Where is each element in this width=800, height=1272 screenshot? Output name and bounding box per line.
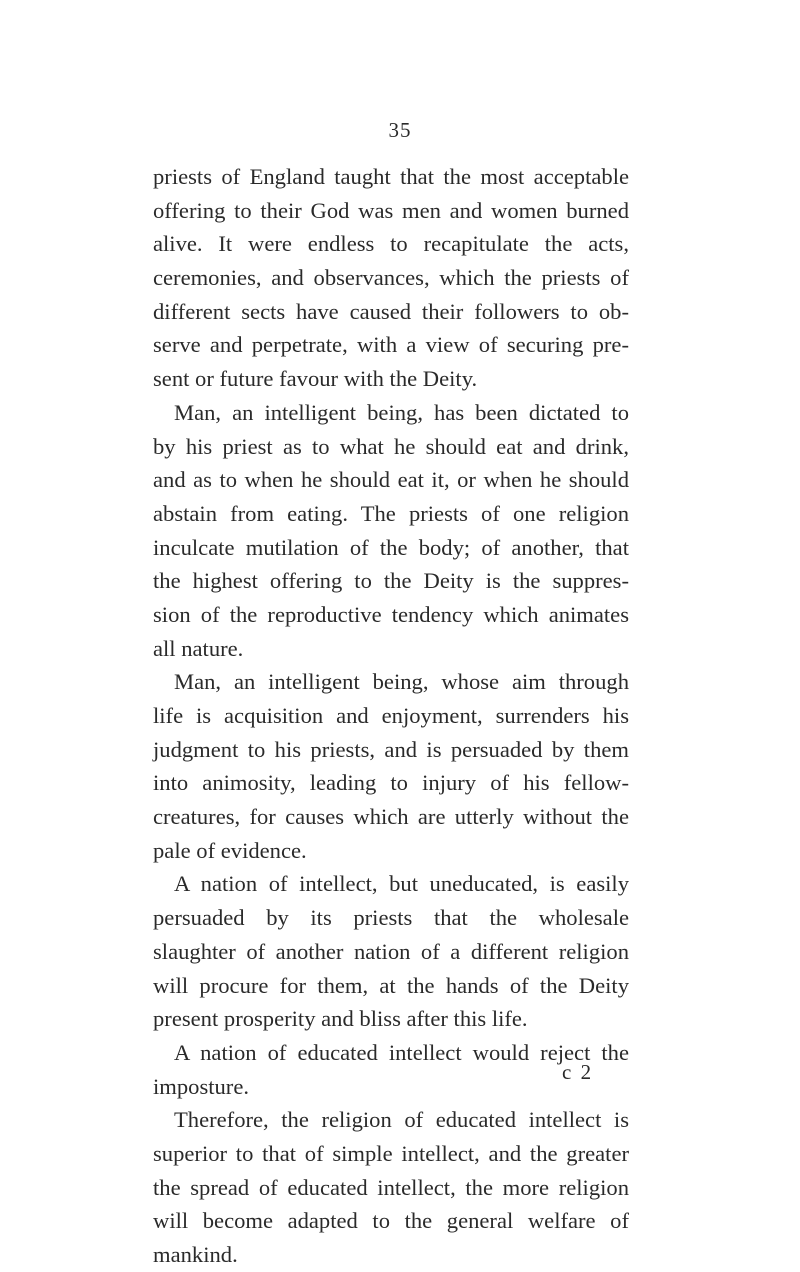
paragraph (153, 1103, 629, 1271)
paragraph (153, 867, 629, 1035)
body-text (153, 160, 629, 1272)
text-line: will become adapted to the general welfare of (153, 1208, 629, 1234)
text-line: by his priest as to what he should eat and drink, (153, 433, 629, 459)
text-line: sent or future favour with the Deity. (153, 366, 478, 392)
text-line: imposture. (153, 1073, 250, 1099)
text-line: Man, an intelligent being, whose aim through (174, 669, 629, 695)
text-line: Therefore, the religion of educated intellect is (174, 1107, 629, 1133)
text-line: into animosity, leading to injury of his fellow- (153, 770, 629, 796)
signature-mark: c 2 (562, 1060, 594, 1084)
text-line: present prosperity and bliss after this life. (153, 1006, 528, 1032)
text-line: will procure for them, at the hands of the Deity (153, 972, 629, 998)
text-line: judgment to his priests, and is persuaded by them (153, 736, 629, 762)
text-line: all nature. (153, 635, 244, 661)
text-line: the spread of educated intellect, the more religion (153, 1174, 629, 1200)
text-line: Man, an intelligent being, has been dictated to (174, 399, 629, 425)
paragraph (153, 665, 629, 867)
text-line: A nation of educated intellect would reject the (174, 1039, 629, 1065)
text-line: persuaded by its priests that the wholesale (153, 905, 629, 931)
text-line: ceremonies, and observances, which the priests of (153, 265, 629, 291)
text-line: alive. It were endless to recapitulate the acts, (153, 231, 629, 257)
text-line: creatures, for causes which are utterly without the (153, 804, 629, 830)
text-line: and as to when he should eat it, or when he should (153, 467, 629, 493)
paragraph (153, 1036, 629, 1103)
text-line: slaughter of another nation of a different religion (153, 938, 629, 964)
text-line: A nation of intellect, but uneducated, is easily (174, 871, 629, 897)
text-line: mankind. (153, 1242, 238, 1267)
text-line: priests of England taught that the most acceptable (153, 164, 629, 189)
page-number: 35 (388, 118, 412, 142)
text-line: life is acquisition and enjoyment, surrenders his (153, 703, 629, 728)
paragraph (153, 396, 629, 666)
text-line: serve and perpetrate, with a view of securing pre- (153, 332, 629, 358)
text-line: superior to that of simple intellect, and the greater (153, 1140, 629, 1166)
text-line: offering to their God was men and women burned (153, 197, 629, 223)
paragraph (153, 160, 629, 396)
text-line: sion of the reproductive tendency which animates (153, 601, 629, 627)
text-line: different sects have caused their followers to ob- (153, 298, 629, 324)
text-line: pale of evidence. (153, 837, 307, 863)
text-line: abstain from eating. The priests of one religion (153, 500, 629, 526)
text-line: inculcate mutilation of the body; of another, that (153, 534, 629, 560)
text-line: the highest offering to the Deity is the suppres- (153, 568, 629, 594)
